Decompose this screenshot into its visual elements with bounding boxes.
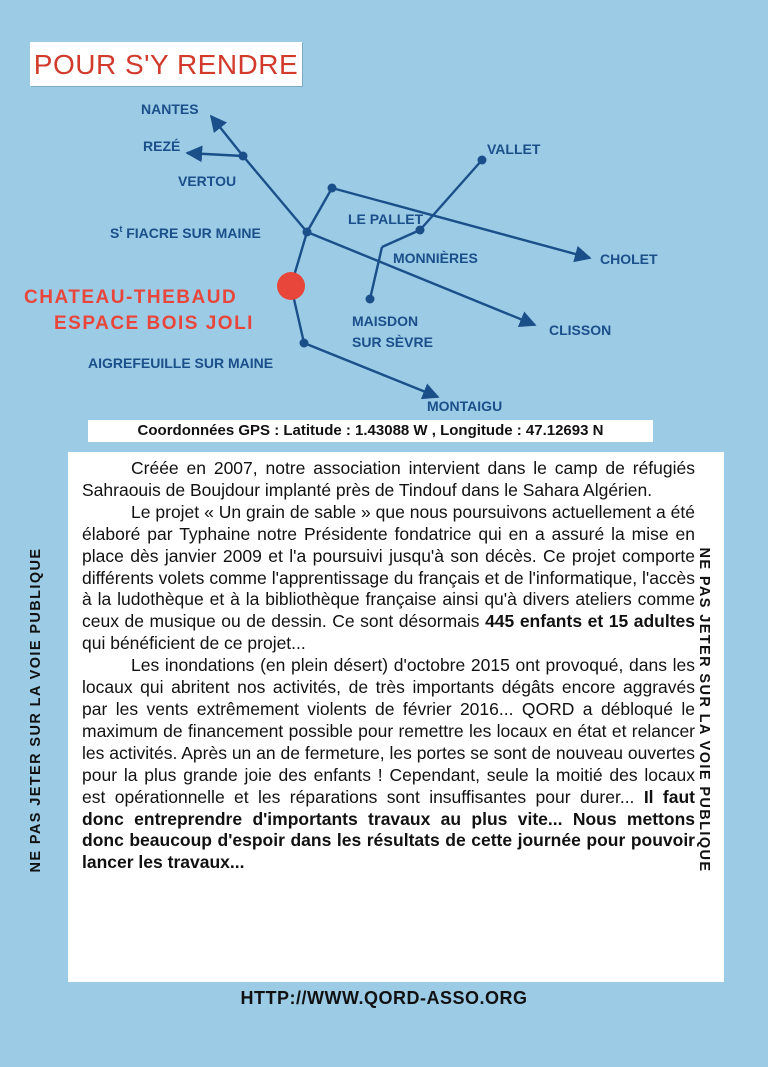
label-nantes: NANTES bbox=[141, 101, 199, 117]
route-pallet-branch bbox=[307, 188, 332, 232]
label-vallet: VALLET bbox=[487, 141, 541, 157]
route-monnieres bbox=[382, 230, 420, 247]
route-reze bbox=[187, 153, 243, 156]
route-maisdon bbox=[370, 247, 382, 299]
route-montaigu bbox=[304, 343, 438, 397]
node-aigrefeuille bbox=[300, 339, 309, 348]
body-text bbox=[82, 458, 695, 874]
label-clisson: CLISSON bbox=[549, 322, 612, 338]
paragraph-1: Créée en 2007, notre association intervient dans le camp de réfugiés Sahraouis de Boujdour implanté près de Tindouf dans le Sahara Algérien. bbox=[82, 458, 695, 500]
node-st-fiacre bbox=[303, 228, 312, 237]
node-vallet bbox=[478, 156, 487, 165]
paragraph-2-highlight: 445 enfants et 15 adultes bbox=[485, 611, 695, 632]
label-reze: REZÉ bbox=[143, 138, 181, 154]
node-maisdon bbox=[366, 295, 375, 304]
route-nantes bbox=[211, 116, 243, 156]
label-montaigu: MONTAIGU bbox=[427, 398, 503, 414]
side-notice-left: NE PAS JETER SUR LA VOIE PUBLIQUE bbox=[28, 547, 44, 873]
node-vertou bbox=[239, 152, 248, 161]
route-map bbox=[0, 0, 768, 420]
route-clisson bbox=[307, 232, 535, 325]
label-le-pallet: LE PALLET bbox=[348, 211, 424, 227]
page-title: POUR S'Y RENDRE bbox=[33, 49, 299, 80]
label-aigrefeuille: AIGREFEUILLE SUR MAINE bbox=[88, 355, 274, 371]
route-main bbox=[243, 156, 307, 232]
label-maisdon-1: MAISDON bbox=[352, 313, 419, 329]
node-junction bbox=[328, 184, 337, 193]
label-vertou: VERTOU bbox=[178, 173, 237, 189]
paragraph-3: Les inondations (en plein désert) d'octobre 2015 ont provoqué, dans les locaux qui abritent nos activités, de très importants dégâts encore aggravés par les vents extrêmement violents de février 2016... QORD a débloqué le maximum de financement possible pour remettre les locaux en état et relancer les activités. Après un an de fermeture, les portes se sont de nouveau ouvertes pour la plus grande joie des enfants ! Cependant, seule la moitié des locaux est opérationnelle et les réparations sont insuffisantes pour durer... Il faut donc entreprendre d'importants travaux au plus vite... Nous mettons donc beaucoup d'espoir dans les résultats de cette journée pour pouvoir lancer les travaux... bbox=[82, 655, 695, 873]
paragraph-3-highlight: Il faut donc entreprendre d'importants travaux au plus vite... Nous mettons donc beaucoup d'espoir dans les résultats de cette journée pour pouvoir lancer les travaux... bbox=[82, 786, 695, 873]
label-monnieres: MONNIÈRES bbox=[393, 250, 478, 266]
label-st-fiacre: $S^t$ FIACRE SUR MAINE bbox=[110, 224, 261, 241]
website-url[interactable]: HTTP://WWW.QORD-ASSO.ORG bbox=[240, 988, 528, 1008]
destination-line2: ESPACE BOIS JOLI bbox=[54, 313, 254, 334]
label-cholet: CHOLET bbox=[600, 251, 658, 267]
gps-coordinates: Coordonnées GPS : Latitude : 1.43088 W , Longitude : 47.12693 N bbox=[88, 420, 653, 442]
paragraph-2: Le projet « Un grain de sable » que nous poursuivons actuellement a été élaboré par Typhaine notre Présidente fondatrice qui en a assuré la mise en place dès janvier 2009 et l'a poursuivi jusqu'à son décès. Ce projet comporte différents volets comme l'apprentissage du français et de l'informatique, l'accès à la ludothèque et à la bibliothèque française ainsi qu'à divers ateliers comme ceux de musique ou de dessin. Ce sont désormais 445 enfants et 15 adultes qui bénéficient de ce projet... bbox=[82, 501, 695, 654]
destination-marker bbox=[277, 272, 305, 300]
destination-line1: CHATEAU-THEBAUD bbox=[24, 287, 238, 308]
label-maisdon-2: SUR SÈVRE bbox=[352, 334, 433, 350]
side-notice-right: NE PAS JETER SUR LA VOIE PUBLIQUE bbox=[696, 547, 712, 873]
